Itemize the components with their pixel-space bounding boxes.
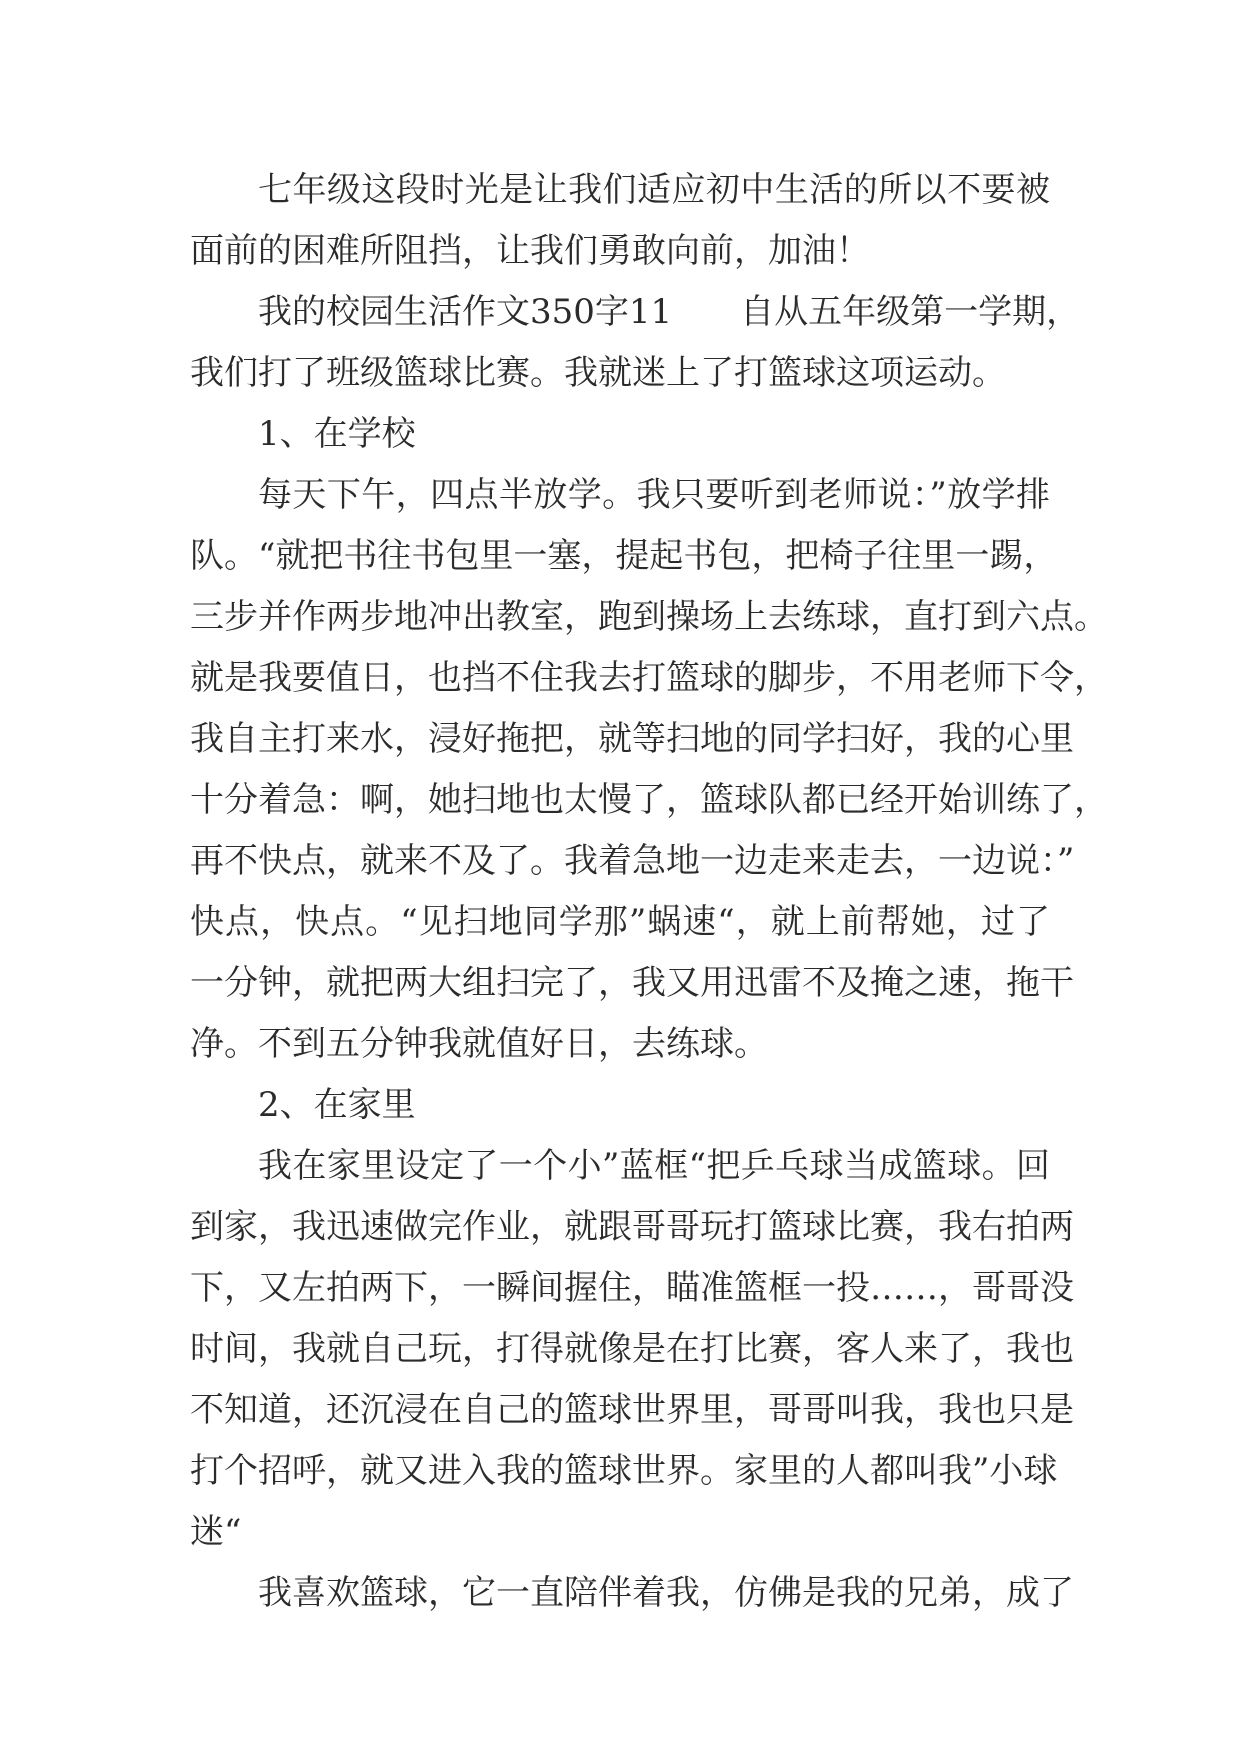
- paragraph-line: 下，又左拍两下，一瞬间握住，瞄准篮框一投……，哥哥没: [190, 1268, 1074, 1308]
- document-body: [190, 160, 1108, 1624]
- paragraph-line: 队。“就把书往书包里一塞，提起书包，把椅子往里一踢，: [190, 536, 1058, 576]
- section-heading: 1、在学校: [258, 414, 416, 454]
- paragraph-line: 一分钟，就把两大组扫完了，我又用迅雷不及掩之速，拖干: [190, 963, 1074, 1003]
- paragraph-text: 自从五年级第一学期，: [740, 292, 1081, 332]
- essay-title: 我的校园生活作文350字11: [258, 292, 673, 332]
- paragraph-line: 再不快点，就来不及了。我着急地一边走来走去，一边说：”: [190, 841, 1075, 881]
- paragraph-line: 就是我要值日，也挡不住我去打篮球的脚步，不用老师下令，: [190, 658, 1108, 698]
- paragraph-line: 三步并作两步地冲出教室，跑到操场上去练球，直打到六点。: [190, 597, 1108, 637]
- paragraph-line: 我自主打来水，浸好拖把，就等扫地的同学扫好，我的心里: [190, 719, 1074, 759]
- paragraph-line: 面前的困难所阻挡，让我们勇敢向前，加油！: [190, 231, 870, 271]
- paragraph-line: 净。不到五分钟我就值好日，去练球。: [190, 1024, 768, 1064]
- paragraph-line: 我们打了班级篮球比赛。我就迷上了打篮球这项运动。: [190, 353, 1006, 393]
- paragraph-line: 打个招呼，就又进入我的篮球世界。家里的人都叫我”小球: [190, 1451, 1058, 1491]
- paragraph-line: 快点，快点。“见扫地同学那”蜗速“，就上前帮她，过了: [190, 902, 1050, 942]
- section-heading: 2、在家里: [258, 1085, 416, 1125]
- paragraph-line: 每天下午，四点半放学。我只要听到老师说：”放学排: [258, 475, 1050, 515]
- paragraph-line: 七年级这段时光是让我们适应初中生活的所以不要被: [258, 170, 1050, 210]
- paragraph-line: 到家，我迅速做完作业，就跟哥哥玩打篮球比赛，我右拍两: [190, 1207, 1074, 1247]
- paragraph-line: 我在家里设定了一个小”蓝框“把乒乓球当成篮球。回: [258, 1146, 1050, 1186]
- paragraph-line: 不知道，还沉浸在自己的篮球世界里，哥哥叫我，我也只是: [190, 1390, 1074, 1430]
- paragraph-line: 时间，我就自己玩，打得就像是在打比赛，客人来了，我也: [190, 1329, 1074, 1369]
- paragraph-line: 迷“: [190, 1512, 242, 1552]
- paragraph-line: [190, 282, 1081, 343]
- paragraph-line: 我喜欢篮球，它一直陪伴着我，仿佛是我的兄弟，成了: [258, 1573, 1074, 1613]
- paragraph-line: 十分着急：啊，她扫地也太慢了，篮球队都已经开始训练了，: [190, 780, 1108, 820]
